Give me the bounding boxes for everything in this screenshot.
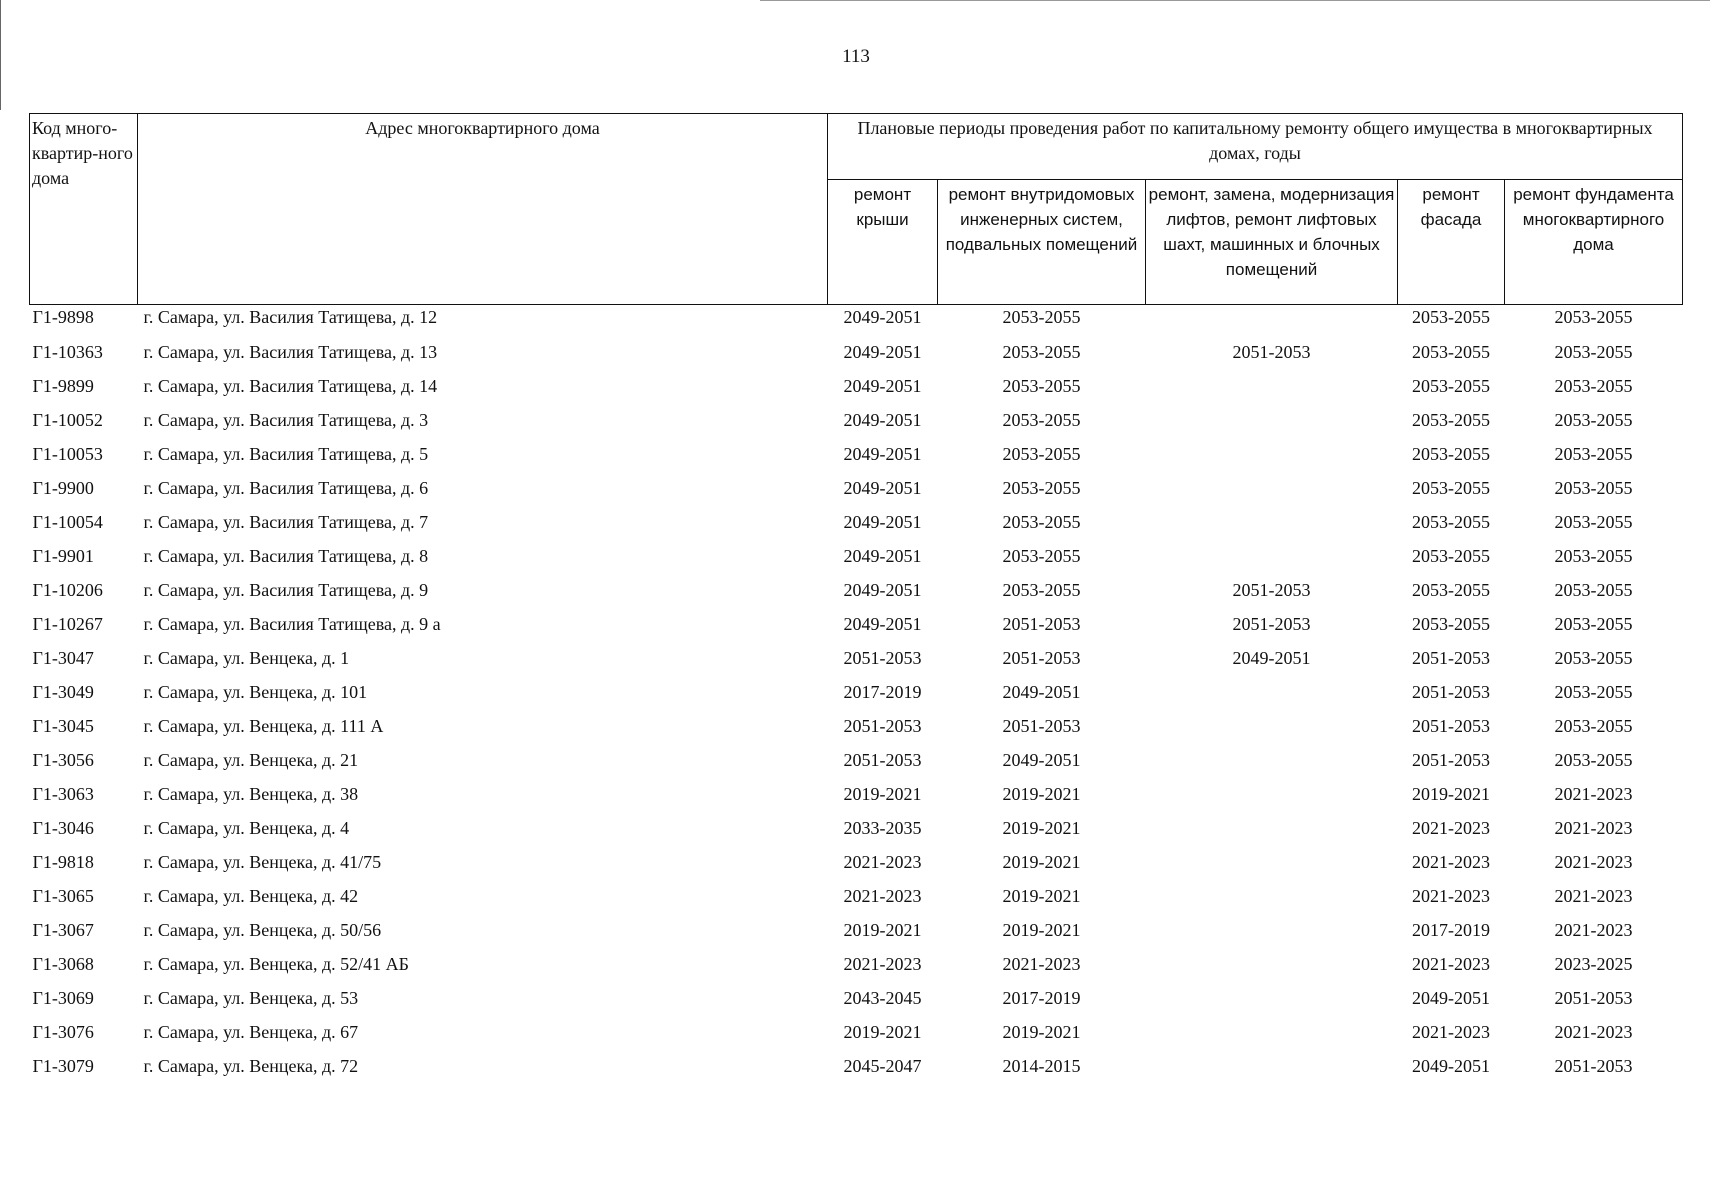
cell-roof: 2051-2053 <box>843 750 922 770</box>
table-row <box>30 335 1683 369</box>
cell-address: г. Самара, ул. Василия Татищева, д. 8 <box>143 546 429 566</box>
table-row <box>30 505 1683 539</box>
cell-address: г. Самара, ул. Венцека, д. 50/56 <box>143 920 382 940</box>
cell-address: г. Самара, ул. Василия Татищева, д. 3 <box>143 410 429 430</box>
cell-address: г. Самара, ул. Венцека, д. 101 <box>143 682 368 702</box>
table-row <box>30 845 1683 879</box>
cell-engineering: 2019-2021 <box>1002 784 1081 804</box>
cell-address: г. Самара, ул. Василия Татищева, д. 12 <box>143 307 438 327</box>
cell-code: Г1-3069 <box>32 988 94 1008</box>
cell-roof: 2021-2023 <box>843 954 922 974</box>
cell-lifts: 2049-2051 <box>1232 648 1311 668</box>
cell-facade: 2053-2055 <box>1412 444 1490 464</box>
table-row <box>30 709 1683 743</box>
cell-foundation: 2053-2055 <box>1554 376 1633 396</box>
cell-roof: 2017-2019 <box>843 682 922 702</box>
cell-code: Г1-9901 <box>32 546 94 566</box>
table-row <box>30 573 1683 607</box>
table-header <box>30 114 1683 305</box>
cell-code: Г1-10363 <box>32 342 103 362</box>
cell-address: г. Самара, ул. Венцека, д. 53 <box>143 988 359 1008</box>
cell-facade: 2051-2053 <box>1412 750 1490 770</box>
cell-foundation: 2053-2055 <box>1554 580 1633 600</box>
cell-engineering: 2049-2051 <box>1002 750 1081 770</box>
cell-lifts <box>1146 981 1398 1015</box>
cell-foundation: 2021-2023 <box>1554 920 1633 940</box>
table-body <box>30 305 1683 1084</box>
cell-address: г. Самара, ул. Венцека, д. 67 <box>143 1022 359 1042</box>
cell-roof: 2051-2053 <box>843 648 922 668</box>
cell-code: Г1-3049 <box>32 682 94 702</box>
header-lifts: ремонт, замена, модернизация лифтов, ремонт лифтовых шахт, машинных и блочных помещений <box>1146 179 1398 304</box>
cell-code: Г1-10206 <box>32 580 103 600</box>
cell-roof: 2049-2051 <box>843 512 922 532</box>
cell-lifts <box>1146 437 1398 471</box>
cell-lifts <box>1146 1049 1398 1083</box>
cell-lifts <box>1146 539 1398 573</box>
cell-foundation: 2053-2055 <box>1554 682 1633 702</box>
cell-roof: 2049-2051 <box>843 444 922 464</box>
cell-foundation: 2053-2055 <box>1554 307 1633 327</box>
cell-lifts: 2051-2053 <box>1232 614 1311 634</box>
cell-lifts <box>1146 743 1398 777</box>
cell-lifts <box>1146 777 1398 811</box>
cell-foundation: 2053-2055 <box>1554 342 1633 362</box>
cell-foundation: 2021-2023 <box>1554 784 1633 804</box>
cell-roof: 2051-2053 <box>843 716 922 736</box>
cell-facade: 2053-2055 <box>1412 410 1490 430</box>
cell-foundation: 2053-2055 <box>1554 614 1633 634</box>
cell-facade: 2049-2051 <box>1412 988 1490 1008</box>
cell-lifts <box>1146 811 1398 845</box>
cell-foundation: 2021-2023 <box>1554 1022 1633 1042</box>
cell-address: г. Самара, ул. Венцека, д. 111 А <box>143 716 384 736</box>
cell-roof: 2049-2051 <box>843 478 922 498</box>
cell-facade: 2051-2053 <box>1412 682 1490 702</box>
cell-facade: 2021-2023 <box>1412 852 1490 872</box>
table-row <box>30 403 1683 437</box>
scan-edge-top <box>760 0 1710 1</box>
table-row <box>30 641 1683 675</box>
cell-lifts <box>1146 675 1398 709</box>
table-row <box>30 811 1683 845</box>
cell-foundation: 2053-2055 <box>1554 546 1633 566</box>
cell-lifts <box>1146 369 1398 403</box>
cell-roof: 2043-2045 <box>843 988 922 1008</box>
cell-address: г. Самара, ул. Венцека, д. 52/41 АБ <box>143 954 409 974</box>
cell-foundation: 2053-2055 <box>1554 410 1633 430</box>
cell-facade: 2053-2055 <box>1412 580 1490 600</box>
cell-lifts: 2051-2053 <box>1232 580 1311 600</box>
table-row <box>30 1049 1683 1083</box>
cell-foundation: 2051-2053 <box>1554 1056 1633 1076</box>
cell-code: Г1-3056 <box>32 750 94 770</box>
cell-lifts <box>1146 403 1398 437</box>
cell-roof: 2021-2023 <box>843 852 922 872</box>
header-foundation: ремонт фундамента многоквартирного дома <box>1505 179 1683 304</box>
cell-address: г. Самара, ул. Василия Татищева, д. 6 <box>143 478 429 498</box>
cell-facade: 2019-2021 <box>1412 784 1490 804</box>
cell-address: г. Самара, ул. Василия Татищева, д. 7 <box>143 512 429 532</box>
cell-lifts <box>1146 879 1398 913</box>
cell-foundation: 2053-2055 <box>1554 512 1633 532</box>
table-row <box>30 981 1683 1015</box>
cell-engineering: 2019-2021 <box>1002 886 1081 906</box>
table-row <box>30 369 1683 403</box>
cell-foundation: 2053-2055 <box>1554 750 1633 770</box>
cell-foundation: 2021-2023 <box>1554 886 1633 906</box>
table-row <box>30 539 1683 573</box>
cell-facade: 2053-2055 <box>1412 512 1490 532</box>
cell-code: Г1-10053 <box>32 444 103 464</box>
cell-lifts: 2051-2053 <box>1232 342 1311 362</box>
page-number: 113 <box>842 46 870 67</box>
cell-address: г. Самара, ул. Венцека, д. 41/75 <box>143 852 382 872</box>
cell-roof: 2019-2021 <box>843 1022 922 1042</box>
cell-code: Г1-3079 <box>32 1056 94 1076</box>
cell-foundation: 2023-2025 <box>1554 954 1633 974</box>
cell-engineering: 2051-2053 <box>1002 648 1081 668</box>
cell-address: г. Самара, ул. Венцека, д. 72 <box>143 1056 359 1076</box>
cell-code: Г1-10054 <box>32 512 103 532</box>
cell-address: г. Самара, ул. Венцека, д. 38 <box>143 784 359 804</box>
cell-roof: 2049-2051 <box>843 410 922 430</box>
cell-engineering: 2053-2055 <box>1002 580 1081 600</box>
cell-code: Г1-3045 <box>32 716 94 736</box>
cell-engineering: 2053-2055 <box>1002 546 1081 566</box>
table-row <box>30 913 1683 947</box>
cell-lifts <box>1146 845 1398 879</box>
table-row <box>30 1015 1683 1049</box>
table-row <box>30 947 1683 981</box>
cell-facade: 2053-2055 <box>1412 478 1490 498</box>
cell-foundation: 2053-2055 <box>1554 444 1633 464</box>
cell-address: г. Самара, ул. Венцека, д. 21 <box>143 750 359 770</box>
cell-lifts <box>1146 913 1398 947</box>
cell-engineering: 2019-2021 <box>1002 1022 1081 1042</box>
cell-code: Г1-9900 <box>32 478 94 498</box>
cell-roof: 2049-2051 <box>843 376 922 396</box>
cell-foundation: 2053-2055 <box>1554 716 1633 736</box>
cell-lifts <box>1146 947 1398 981</box>
cell-code: Г1-3068 <box>32 954 94 974</box>
cell-address: г. Самара, ул. Василия Татищева, д. 14 <box>143 376 438 396</box>
cell-facade: 2021-2023 <box>1412 818 1490 838</box>
cell-engineering: 2017-2019 <box>1002 988 1081 1008</box>
cell-address: г. Самара, ул. Василия Татищева, д. 9 а <box>143 614 441 634</box>
cell-code: Г1-3076 <box>32 1022 94 1042</box>
cell-facade: 2053-2055 <box>1412 614 1490 634</box>
cell-engineering: 2049-2051 <box>1002 682 1081 702</box>
cell-foundation: 2021-2023 <box>1554 818 1633 838</box>
cell-engineering: 2019-2021 <box>1002 818 1081 838</box>
table-row <box>30 675 1683 709</box>
cell-roof: 2021-2023 <box>843 886 922 906</box>
header-facade: ремонт фасада <box>1398 179 1505 304</box>
cell-engineering: 2019-2021 <box>1002 920 1081 940</box>
header-code: Код много-квартир-ного дома <box>30 114 138 305</box>
cell-facade: 2053-2055 <box>1412 342 1490 362</box>
header-periods-group: Плановые периоды проведения работ по капитальному ремонту общего имущества в многоквартирных домах, годы <box>828 114 1683 180</box>
cell-engineering: 2053-2055 <box>1002 410 1081 430</box>
cell-code: Г1-3047 <box>32 648 94 668</box>
cell-roof: 2049-2051 <box>843 342 922 362</box>
cell-roof: 2019-2021 <box>843 920 922 940</box>
cell-roof: 2033-2035 <box>843 818 922 838</box>
cell-foundation: 2053-2055 <box>1554 648 1633 668</box>
cell-lifts <box>1146 505 1398 539</box>
cell-foundation: 2053-2055 <box>1554 478 1633 498</box>
table-row <box>30 437 1683 471</box>
cell-facade: 2053-2055 <box>1412 376 1490 396</box>
cell-facade: 2051-2053 <box>1412 716 1490 736</box>
cell-engineering: 2021-2023 <box>1002 954 1081 974</box>
table-row <box>30 305 1683 336</box>
cell-code: Г1-3046 <box>32 818 94 838</box>
cell-lifts <box>1146 305 1398 336</box>
header-engineering: ремонт внутридомовых инженерных систем, подвальных помещений <box>938 179 1146 304</box>
cell-foundation: 2021-2023 <box>1554 852 1633 872</box>
cell-engineering: 2053-2055 <box>1002 342 1081 362</box>
cell-address: г. Самара, ул. Венцека, д. 4 <box>143 818 350 838</box>
cell-roof: 2045-2047 <box>843 1056 922 1076</box>
table-row <box>30 879 1683 913</box>
cell-roof: 2049-2051 <box>843 580 922 600</box>
cell-code: Г1-10052 <box>32 410 103 430</box>
cell-engineering: 2053-2055 <box>1002 307 1081 327</box>
cell-engineering: 2051-2053 <box>1002 716 1081 736</box>
cell-code: Г1-10267 <box>32 614 103 634</box>
cell-address: г. Самара, ул. Василия Татищева, д. 5 <box>143 444 429 464</box>
cell-roof: 2049-2051 <box>843 614 922 634</box>
cell-engineering: 2051-2053 <box>1002 614 1081 634</box>
cell-code: Г1-9899 <box>32 376 94 396</box>
cell-roof: 2049-2051 <box>843 307 922 327</box>
cell-address: г. Самара, ул. Василия Татищева, д. 9 <box>143 580 429 600</box>
cell-engineering: 2019-2021 <box>1002 852 1081 872</box>
cell-code: Г1-9898 <box>32 307 94 327</box>
cell-facade: 2017-2019 <box>1412 920 1490 940</box>
cell-roof: 2019-2021 <box>843 784 922 804</box>
cell-code: Г1-9818 <box>32 852 94 872</box>
cell-code: Г1-3065 <box>32 886 94 906</box>
cell-engineering: 2053-2055 <box>1002 478 1081 498</box>
cell-engineering: 2053-2055 <box>1002 376 1081 396</box>
cell-facade: 2053-2055 <box>1412 546 1490 566</box>
cell-facade: 2021-2023 <box>1412 954 1490 974</box>
table-row <box>30 607 1683 641</box>
cell-facade: 2051-2053 <box>1412 648 1490 668</box>
cell-address: г. Самара, ул. Венцека, д. 1 <box>143 648 350 668</box>
cell-code: Г1-3067 <box>32 920 94 940</box>
repair-schedule-table <box>29 113 1683 1083</box>
cell-engineering: 2053-2055 <box>1002 444 1081 464</box>
cell-lifts <box>1146 471 1398 505</box>
cell-lifts <box>1146 1015 1398 1049</box>
header-roof: ремонт крыши <box>828 179 938 304</box>
cell-code: Г1-3063 <box>32 784 94 804</box>
cell-facade: 2021-2023 <box>1412 1022 1490 1042</box>
cell-facade: 2021-2023 <box>1412 886 1490 906</box>
cell-roof: 2049-2051 <box>843 546 922 566</box>
cell-engineering: 2014-2015 <box>1002 1056 1081 1076</box>
cell-address: г. Самара, ул. Василия Татищева, д. 13 <box>143 342 438 362</box>
cell-facade: 2053-2055 <box>1412 307 1490 327</box>
header-address: Адрес многоквартирного дома <box>138 114 828 305</box>
cell-facade: 2049-2051 <box>1412 1056 1490 1076</box>
table-row <box>30 777 1683 811</box>
cell-lifts <box>1146 709 1398 743</box>
cell-foundation: 2051-2053 <box>1554 988 1633 1008</box>
cell-address: г. Самара, ул. Венцека, д. 42 <box>143 886 359 906</box>
cell-engineering: 2053-2055 <box>1002 512 1081 532</box>
table-row <box>30 743 1683 777</box>
table-row <box>30 471 1683 505</box>
